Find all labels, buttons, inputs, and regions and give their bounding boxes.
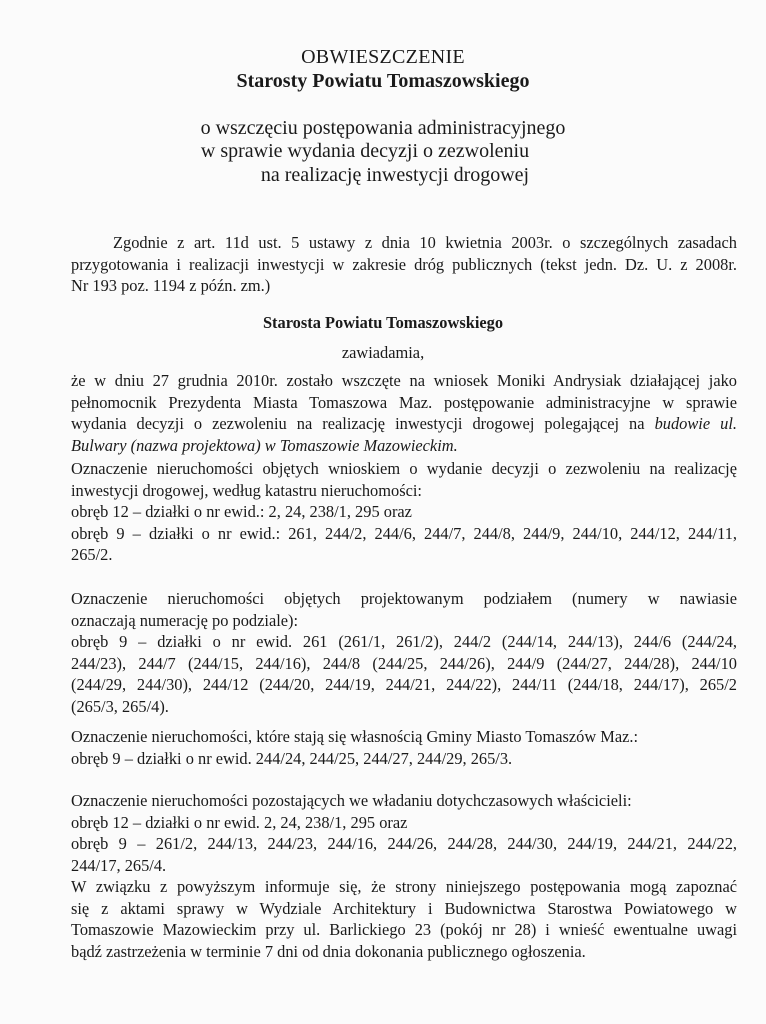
main-paragraph [71,370,737,456]
text-line: przygotowania i realizacji inwestycji w zakresie dróg publicznych (tekst jedn. Dz. U. z 2008r. [71,254,737,274]
application-parcels-paragraph [71,458,737,566]
text-line: obręb 12 – działki o nr ewid.: 2, 24, 238/1, 295 oraz [71,502,412,521]
text-line: obręb 9 – działki o nr ewid.: 261, 244/2, 244/6, 244/7, 244/8, 244/9, 244/10, 244/12, 244/11, [71,523,737,543]
text-line: inwestycji drogowej, według katastru nieruchomości: [71,480,422,500]
text-line: 265/2. [71,545,113,564]
text-line: Oznaczenie nieruchomości, które stają się własnością Gminy Miasto Tomaszów Maz.: [71,727,639,746]
text-line: Oznaczenie nieruchomości objętych wnioskiem o wydanie decyzji o zezwoleniu na realizację [71,459,737,478]
text-line: 244/23), 244/7 (244/15, 244/16), 244/8 (244/25, 244/26), 244/9 (244/27, 244/28), 244/10 [71,653,737,673]
text-line: pełnomocnik Prezydenta Miasta Tomaszowa Maz. postępowanie administracyjne w sprawie [71,392,737,412]
text-line: (244/29, 244/30), 244/12 (244/20, 244/19, 244/21, 244/22), 244/11 (244/18, 244/17), 265/2 [71,675,737,694]
information-paragraph [71,876,737,962]
text-line: oznaczają numerację po podziale): [71,610,299,630]
text-line: Tomaszowie Mazowieckim przy ul. Barlickiego 23 (pokój nr 28) i wnieść ewentualne uwagi [71,920,737,939]
legal-basis-paragraph [71,232,737,297]
text-line: obręb 9 – 261/2, 244/13, 244/23, 244/16, 244/26, 244/28, 244/30, 244/19, 244/21, 244/22, [71,834,737,853]
text-line: obręb 9 – działki o nr ewid. 261 (261/1, 261/2), 244/2 (244/14, 244/13), 244/6 (244/24, [71,632,737,651]
text-line: Nr 193 poz. 1194 z późn. zm.) [71,276,271,295]
investment-name: Bulwary (nazwa projektowa) w Tomaszowie Mazowieckim. [71,435,458,455]
text-line: (265/3, 265/4). [71,696,169,716]
text-line: Oznaczenie nieruchomości objętych projektowanym podziałem (numery w nawiasie [71,589,737,608]
division-parcels-paragraph [71,588,737,717]
signatory-heading: Starosta Powiatu Tomaszowskiego [262,313,504,332]
text-segment: wydania decyzji o zezwoleniu na realizację inwestycji drogowej polegającej na [71,414,645,433]
subject-line: o wszczęciu postępowania administracyjnego [200,117,566,139]
investment-name: budowie ul. [654,414,737,433]
announces-text: zawiadamia, [341,343,425,362]
document-title: OBWIESZCZENIE [301,46,465,68]
issuing-authority: Starosty Powiatu Tomaszowskiego [236,70,530,92]
text-line: obręb 12 – działki o nr ewid. 2, 24, 238/1, 295 oraz [71,812,408,832]
text-line: obręb 9 – działki o nr ewid. 244/24, 244/25, 244/27, 244/29, 265/3. [71,748,513,768]
subject-line: w sprawie wydania decyzji o zezwoleniu [200,140,530,162]
text-line: że w dniu 27 grudnia 2010r. zostało wszczęte na wniosek Moniki Andrysiak działającej jako [71,371,737,390]
text-line: Oznaczenie nieruchomości pozostających we władaniu dotychczasowych właścicieli: [71,791,632,810]
remaining-parcels-paragraph [71,790,737,876]
text-line: Zgodnie z art. 11d ust. 5 ustawy z dnia 10 kwietnia 2003r. o szczególnych zasadach [113,233,737,252]
text-line: się z aktami sprawy w Wydziale Architektury i Budownictwa Starostwa Powiatowego w [71,898,737,918]
text-line [71,435,737,457]
municipality-parcels-paragraph [71,726,737,769]
text-line: bądź zastrzeżenia w terminie 7 dni od dnia dokonania publicznego ogłoszenia. [71,941,586,961]
text-line [71,413,737,435]
text-line: W związku z powyższym informuje się, że strony niniejszego postępowania mogą zapoznać [71,877,737,896]
text-line: 244/17, 265/4. [71,855,167,875]
subject-line: na realizację inwestycji drogowej [260,164,530,186]
